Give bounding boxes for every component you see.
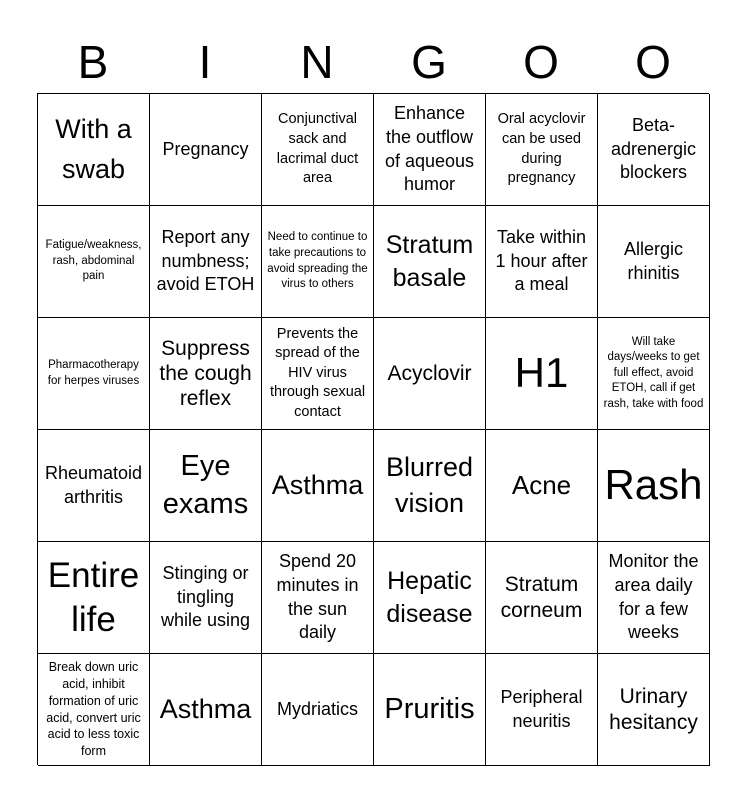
bingo-cell-text: Pruritis [384, 693, 475, 726]
bingo-cell-text: Rheumatoid arthritis [44, 462, 143, 507]
bingo-cell-r3-c3[interactable] [374, 430, 486, 542]
bingo-cell-r4-c3[interactable] [374, 542, 486, 654]
bingo-cell-text: Report any numbness; avoid ETOH [156, 226, 255, 295]
header-letter-i: I [198, 36, 212, 88]
bingo-cell-r5-c1[interactable] [150, 654, 262, 766]
bingo-cell-r1-c5[interactable] [598, 206, 710, 318]
bingo-cell-r2-c4[interactable] [486, 318, 598, 430]
bingo-cell-r1-c4[interactable] [486, 206, 598, 318]
bingo-cell-text: Rash [604, 461, 703, 509]
bingo-cell-text: Fatigue/weakness, rash, abdominal pain [45, 239, 142, 283]
bingo-cell-text: Pregnancy [162, 138, 249, 159]
bingo-cell-r3-c1[interactable] [150, 430, 262, 542]
bingo-cell-text: Monitor the area daily for a few weeks [608, 551, 699, 643]
bingo-cell-text: Beta-adrenergic blockers [610, 114, 697, 183]
bingo-cell-text: Need to continue to take precautions to avoid spreading the virus to others [267, 231, 368, 291]
bingo-cell-text: Urinary hesitancy [609, 685, 698, 734]
bingo-cell-text: Peripheral neuritis [500, 686, 583, 731]
bingo-cell-text: Pharmacotherapy for herpes viruses [47, 358, 140, 387]
bingo-cell-r5-c5[interactable] [598, 654, 710, 766]
bingo-cell-r4-c0[interactable] [38, 542, 150, 654]
bingo-cell-text: Spend 20 minutes in the sun daily [276, 551, 359, 643]
bingo-cell-r4-c4[interactable] [486, 542, 598, 654]
bingo-cell-r0-c4[interactable] [486, 94, 598, 206]
bingo-cell-text: Break down uric acid, inhibit formation of uric acid, convert uric acid to less toxic form [46, 659, 141, 759]
bingo-cell-r5-c2[interactable] [262, 654, 374, 766]
bingo-cell-text: Conjunctival sack and lacrimal duct area [276, 111, 359, 187]
bingo-cell-r0-c3[interactable] [374, 94, 486, 206]
bingo-cell-text: Acne [511, 469, 572, 500]
bingo-cell-text: Enhance the outflow of aqueous humor [384, 103, 475, 195]
bingo-cell-text: Stinging or tingling while using [160, 562, 251, 631]
bingo-cell-r1-c1[interactable] [150, 206, 262, 318]
bingo-cell-text: Will take days/weeks to get full effect, avoid ETOH, call if get rash, take with food [603, 335, 704, 410]
bingo-cell-text: Acyclovir [387, 361, 472, 385]
header-letter-o-2: O [635, 36, 671, 88]
bingo-cell-text: Asthma [159, 693, 252, 724]
bingo-cell-r1-c2[interactable] [262, 206, 374, 318]
bingo-cell-text: Mydriatics [276, 698, 358, 719]
bingo-cell-r0-c0[interactable] [38, 94, 150, 206]
bingo-cell-r2-c3[interactable] [374, 318, 486, 430]
bingo-cell-r4-c2[interactable] [262, 542, 374, 654]
bingo-cell-r1-c3[interactable] [374, 206, 486, 318]
bingo-cell-text: Asthma [271, 469, 364, 500]
bingo-cell-r3-c0[interactable] [38, 430, 150, 542]
bingo-cell-r3-c2[interactable] [262, 430, 374, 542]
bingo-cell-r4-c1[interactable] [150, 542, 262, 654]
bingo-cell-text: With a swab [55, 114, 132, 184]
bingo-cell-text: Allergic rhinitis [623, 238, 684, 283]
bingo-cell-r4-c5[interactable] [598, 542, 710, 654]
bingo-cell-r0-c2[interactable] [262, 94, 374, 206]
bingo-cell-text: Hepatic disease [386, 567, 473, 628]
bingo-cell-text: Stratum basale [385, 231, 474, 292]
bingo-cell-text: H1 [514, 349, 569, 397]
bingo-card-grid [37, 93, 709, 765]
bingo-cell-r3-c5[interactable] [598, 430, 710, 542]
bingo-cell-r2-c5[interactable] [598, 318, 710, 430]
bingo-cell-text: Oral acyclovir can be used during pregnancy [497, 111, 586, 187]
bingo-cell-r2-c0[interactable] [38, 318, 150, 430]
bingo-cell-r0-c5[interactable] [598, 94, 710, 206]
bingo-cell-r1-c0[interactable] [38, 206, 150, 318]
bingo-cell-r2-c1[interactable] [150, 318, 262, 430]
bingo-cell-text: Suppress the cough reflex [159, 336, 252, 411]
bingo-cell-text: Entire life [47, 555, 140, 639]
bingo-cell-text: Stratum corneum [500, 573, 583, 622]
bingo-cell-text: Eye exams [162, 449, 249, 520]
bingo-cell-r5-c3[interactable] [374, 654, 486, 766]
bingo-cell-text: Prevents the spread of the HIV virus through sexual contact [269, 325, 366, 420]
header-letter-o: O [523, 36, 559, 88]
header-letter-b: B [77, 36, 109, 88]
bingo-cell-r5-c4[interactable] [486, 654, 598, 766]
bingo-cell-text: Blurred vision [385, 452, 474, 518]
header-letter-g: G [411, 36, 447, 88]
bingo-cell-r5-c0[interactable] [38, 654, 150, 766]
bingo-header [37, 30, 709, 94]
bingo-cell-r0-c1[interactable] [150, 94, 262, 206]
bingo-cell-text: Take within 1 hour after a meal [495, 226, 588, 295]
bingo-cell-r2-c2[interactable] [262, 318, 374, 430]
header-letter-n: N [300, 36, 334, 88]
bingo-cell-r3-c4[interactable] [486, 430, 598, 542]
